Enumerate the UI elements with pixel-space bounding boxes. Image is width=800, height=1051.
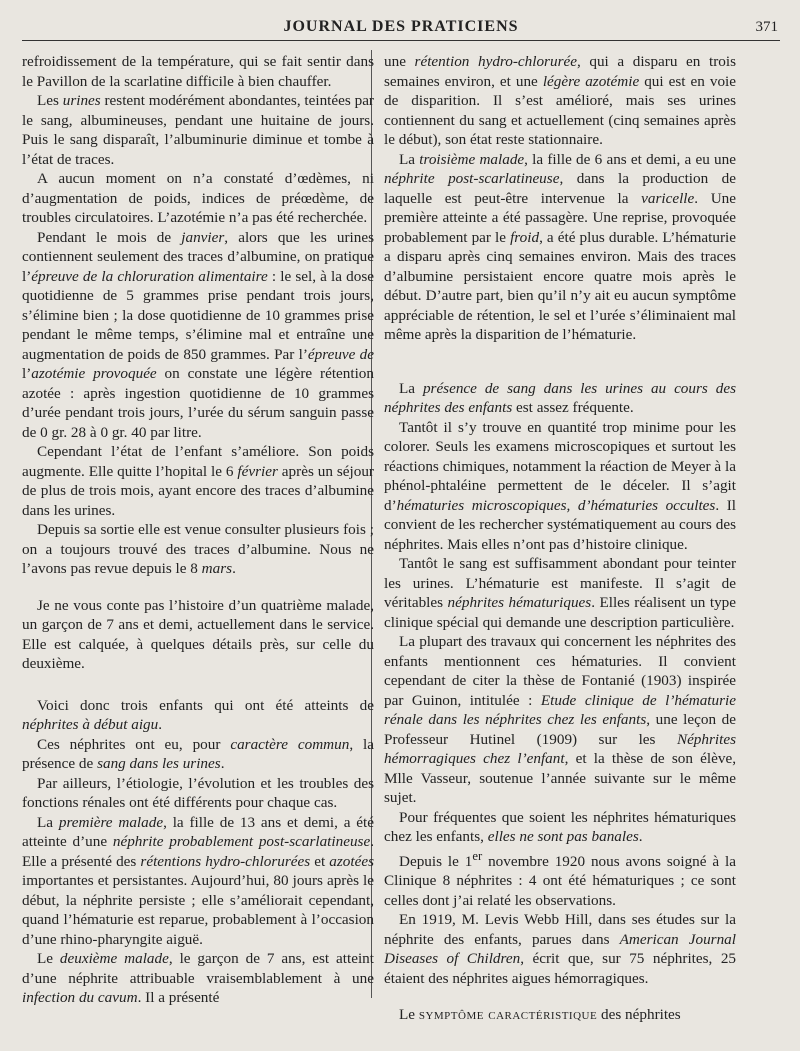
- paragraph: Depuis le 1er novembre 1920 nous avons soigné à la Clinique 8 néphrites : 4 ont été hématuriques ; ce sont celles dont j’ai relaté les observations.: [384, 848, 736, 909]
- paragraph: Cependant l’état de l’enfant s’améliore. Son poids augmente. Elle quitte l’hopital le 6 février après un séjour de plus de trois mois, ayant encore des traces d’albumine dans les urines.: [22, 443, 374, 519]
- paragraph: En 1919, M. Levis Webb Hill, dans ses études sur la néphrite des enfants, parues dans American Journal Diseases of Children, écrit que, sur 75 néphrites, 25 étaient des néphrites aigues hémorragiques.: [384, 911, 737, 987]
- paragraph: Voici donc trois enfants qui ont été atteints de néphrites à début aigu.: [22, 696, 374, 733]
- page-number: 371: [755, 19, 778, 35]
- paragraph: Les urines restent modérément abondantes, teintées par le sang, albumineuses, pendant une huitaine de jours. Puis le sang disparaît, l’albuminurie diminue et tombe à l’état de traces.: [22, 92, 374, 168]
- paragraph: La plupart des travaux qui concernent les néphrites des enfants mentionnent ces hématuries. Il convient cependant de citer la thèse de Fontanié (1903) inspirée par Guinon, intitulée : Etude clinique de l’hématurie rénale dans les néphrites chez les enfants, une leçon de Professeur Hutinel (1909) sur les Néphrites hémorragiques chez l’enfant, et la thèse de son élève, Mlle Vasseur, soutenue l’année suivante sur le même sujet.: [384, 633, 736, 806]
- paragraph: La première malade, la fille de 13 ans et demi, a été atteinte d’une néphrite probablement post-scarlatineuse. Elle a présenté des rétentions hydro-chlorurées et azotées importantes et persistantes. Aujourd’hui, 80 jours après le début, la néphrite persiste ; elle s’améliorait cependant, quand l’hématurie est reparue, probablement à l’occasion d’une rhino-pharyngite aiguë.: [22, 813, 375, 948]
- paragraph: Tantôt le sang est suffisamment abondant pour teinter les urines. L’hématurie est manifeste. Il s’agit de véritables néphrites hématuriques. Elles réalisent un type clinique spécial qui demande une description particulière.: [384, 555, 736, 631]
- right-column: [384, 52, 736, 1025]
- running-header: [22, 16, 780, 41]
- paragraph: une rétention hydro-chlorurée, qui a disparu en trois semaines environ, et une légère azotémie qui est en voie de disparition. Il s’est amélioré, mais ses urines contiennent du sang et actuellement (cinq semaines après le début), son état reste stationnaire.: [384, 53, 737, 148]
- paragraph: Tantôt il s’y trouve en quantité trop minime pour les colorer. Seuls les examens microscopiques et surtout les réactions chimiques, notamment la réaction de Meyer à la phénol-phtaléine permettent de le déceler. Il s’agit d’hématuries microscopiques, d’hématuries occultes. Il convient de les rechercher systématiquement au cours des néphrites. Mais elles n’ont pas d’histoire clinique.: [384, 418, 736, 553]
- paragraph: La présence de sang dans les urines au cours des néphrites des enfants est assez fréquente.: [384, 379, 736, 416]
- paragraph: La troisième malade, la fille de 6 ans et demi, a eu une néphrite post-scarlatineuse, dans la production de laquelle est peut-être intervenue la varicelle. Une première atteinte a été passagère. Une reprise, provoquée probablement par le froid, a été plus durable. L’hématurie a disparu après cinq semaines environ. Mais des traces d’albumine persistaient encore quatre mois après le début. D’autre part, bien qu’il n’y ait eu aucun symptôme appréciable de rétention, le sel et l’urée s’éliminaient mal même après la disparition de l’hématurie.: [384, 150, 736, 343]
- paragraph: Depuis sa sortie elle est venue consulter plusieurs fois ; on a toujours trouvé des traces d’albumine. Nous ne l’avons pas revue depuis le 8 mars.: [22, 521, 374, 577]
- journal-title: JOURNAL DES PRATICIENS: [283, 18, 519, 35]
- paragraph: Le symptôme caractéristique des néphrites: [399, 1006, 681, 1024]
- paragraph: A aucun moment on n’a constaté d’œdèmes, ni d’augmentation de poids, indices de préœdème, de troubles circulatoires. L’azotémie n’a pas été recherchée.: [22, 170, 374, 226]
- paragraph: Par ailleurs, l’étiologie, l’évolution et les troubles des fonctions rénales ont été différents pour chaque cas.: [22, 774, 374, 811]
- left-column: [22, 52, 374, 1008]
- paragraph: Le deuxième malade, le garçon de 7 ans, est atteint d’une néphrite attribuable vraisemblablement à une infection du cavum. Il a présenté: [22, 950, 374, 1006]
- paragraph: refroidissement de la température, qui se fait sentir dans le Pavillon de la scarlatine difficile à bien chauffer.: [22, 53, 374, 90]
- paragraph: Pendant le mois de janvier, alors que les urines contiennent seulement des traces d’albumine, on pratique l’épreuve de la chloruration alimentaire : le sel, à la dose quotidienne de 5 grammes prise pendant trois jours, s’élimine bien ; la dose quotidienne de 10 grammes prise pendant le même temps, s’élimine mal et entraîne une augmentation de poids de 850 grammes. Par l’épreuve de l’azotémie provoquée on constate une légère rétention azotée : après ingestion quotidienne de 10 grammes d’urée pendant trois jours, l’urée du sérum sanguin passe de 0 gr. 28 à 0 gr. 40 par litre.: [22, 228, 375, 441]
- paragraph: Je ne vous conte pas l’histoire d’un quatrième malade, un garçon de 7 ans et demi, actuellement dans le service. Elle est calquée, à quelques détails près, sur celle du deuxième.: [22, 596, 374, 672]
- paragraph: Pour fréquentes que soient les néphrites hématuriques chez les enfants, elles ne sont pas banales.: [384, 808, 736, 845]
- paragraph: Ces néphrites ont eu, pour caractère commun, la présence de sang dans les urines.: [22, 735, 374, 772]
